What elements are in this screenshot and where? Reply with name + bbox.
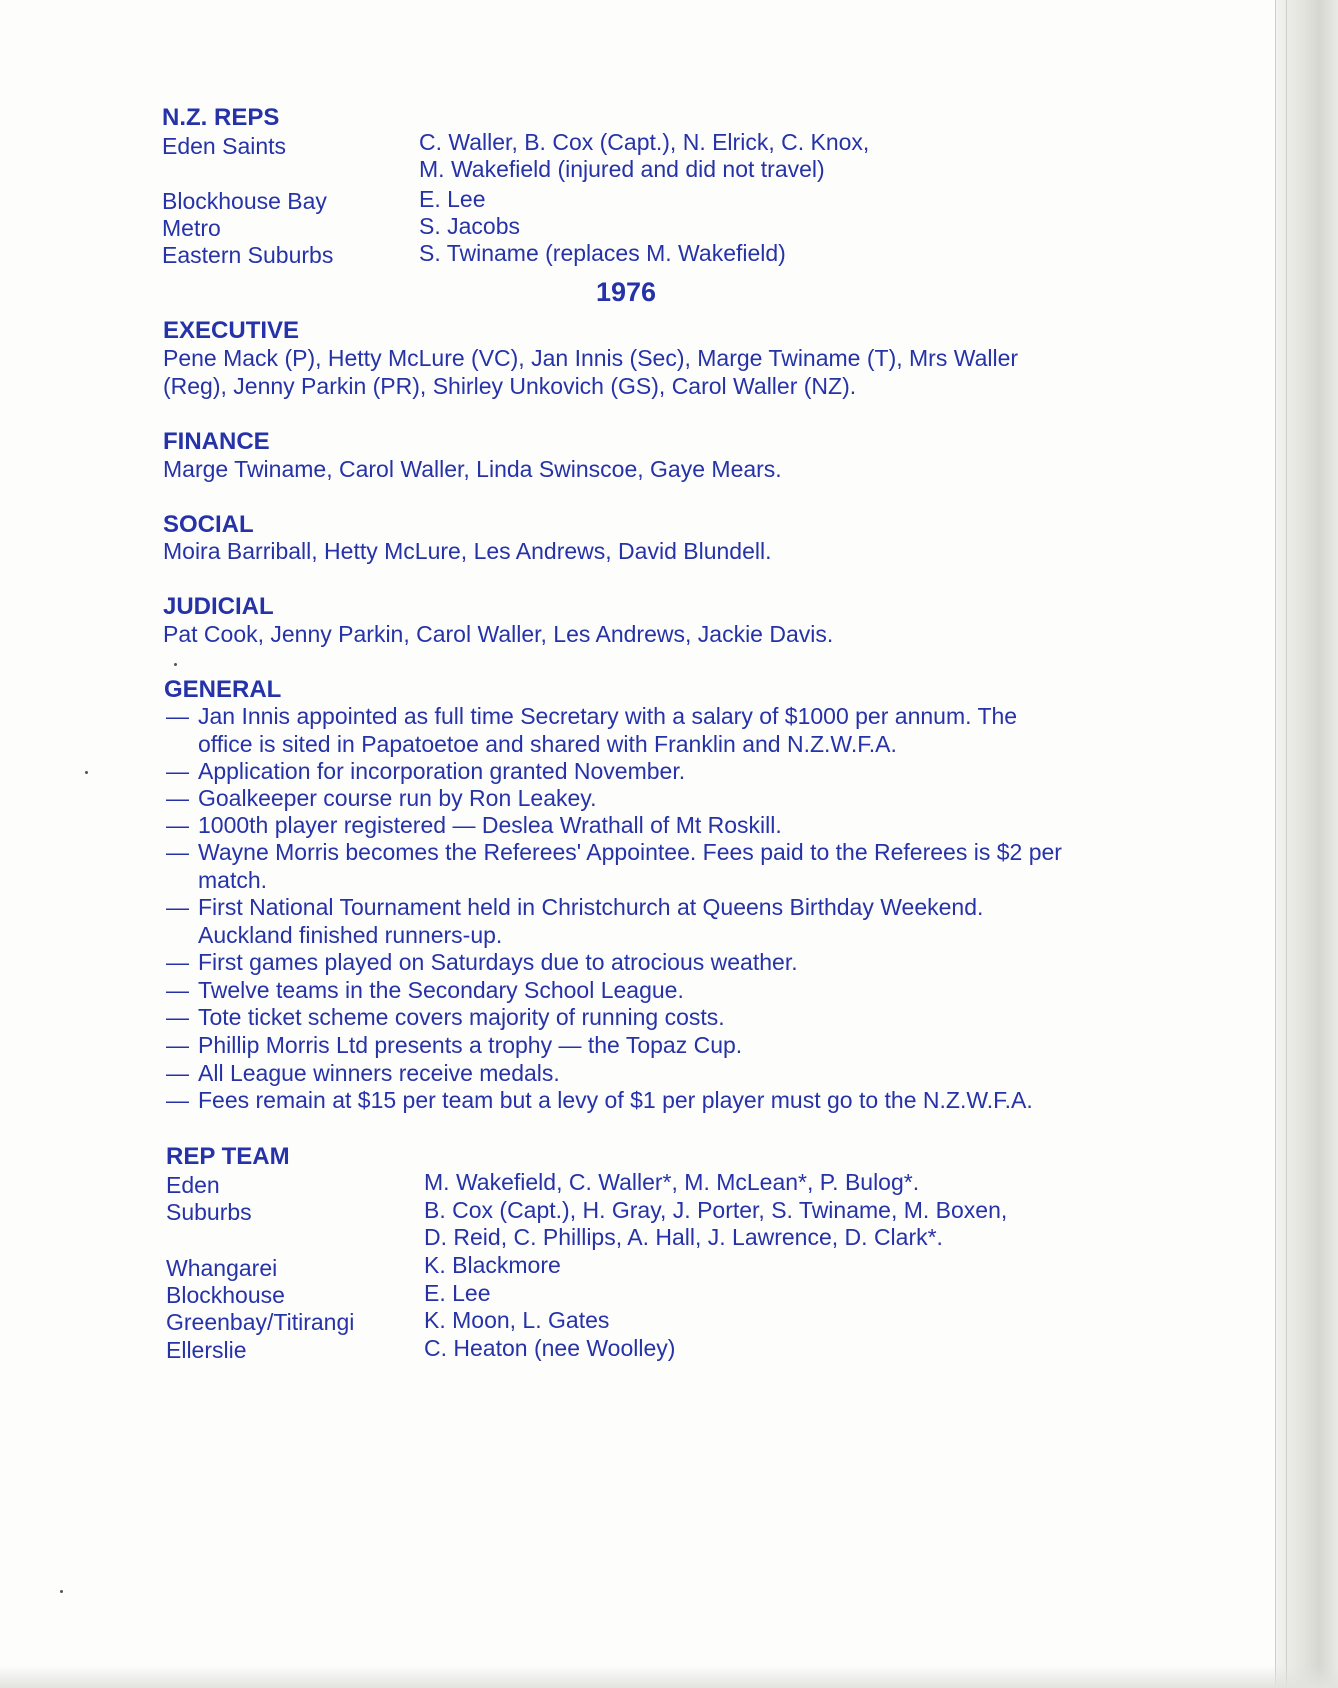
judicial-heading: JUDICIAL <box>163 593 274 620</box>
scan-speck <box>60 1590 63 1593</box>
general-item-text: All League winners receive medals. <box>198 1060 560 1086</box>
bullet-dash: — <box>166 1032 189 1058</box>
general-item-text: Auckland finished runners-up. <box>198 922 503 948</box>
rep-team-players: K. Blackmore <box>424 1252 561 1278</box>
rep-team-club: Ellerslie <box>166 1337 247 1363</box>
nz-reps-players: C. Waller, B. Cox (Capt.), N. Elrick, C. Knox, <box>419 129 870 155</box>
rep-team-players: E. Lee <box>424 1280 491 1306</box>
rep-team-players: B. Cox (Capt.), H. Gray, J. Porter, S. Twiname, M. Boxen, <box>424 1197 1008 1223</box>
judicial-text: Pat Cook, Jenny Parkin, Carol Waller, Les Andrews, Jackie Davis. <box>163 621 834 647</box>
bullet-dash: — <box>166 703 189 729</box>
bullet-dash: — <box>166 839 189 865</box>
general-item-text: 1000th player registered — Deslea Wrathall of Mt Roskill. <box>198 812 782 838</box>
general-item-text: office is sited in Papatoetoe and shared with Franklin and N.Z.W.F.A. <box>198 731 897 757</box>
finance-heading: FINANCE <box>163 428 270 455</box>
nz-reps-club: Blockhouse Bay <box>162 188 327 214</box>
bullet-dash: — <box>166 785 189 811</box>
rep-team-players: K. Moon, L. Gates <box>424 1307 610 1333</box>
general-item-text: Wayne Morris becomes the Referees' Appointee. Fees paid to the Referees is $2 per <box>198 839 1062 865</box>
bullet-dash: — <box>166 949 189 975</box>
nz-reps-players: S. Jacobs <box>419 213 520 239</box>
executive-line: (Reg), Jenny Parkin (PR), Shirley Unkovich (GS), Carol Waller (NZ). <box>163 373 857 399</box>
general-item-text: Application for incorporation granted November. <box>198 758 686 784</box>
general-item-text: Phillip Morris Ltd presents a trophy — the Topaz Cup. <box>198 1032 743 1058</box>
rep-team-club: Suburbs <box>166 1199 252 1225</box>
scan-speck <box>174 663 177 666</box>
nz-reps-players: E. Lee <box>419 186 486 212</box>
rep-team-club: Blockhouse <box>166 1282 285 1308</box>
general-item-text: match. <box>198 867 268 893</box>
nz-reps-club: Metro <box>162 215 221 241</box>
rep-team-club: Whangarei <box>166 1255 278 1281</box>
bullet-dash: — <box>166 1060 189 1086</box>
general-item-text: Tote ticket scheme covers majority of running costs. <box>198 1004 725 1030</box>
bullet-dash: — <box>166 894 189 920</box>
finance-text: Marge Twiname, Carol Waller, Linda Swinscoe, Gaye Mears. <box>163 456 782 482</box>
executive-heading: EXECUTIVE <box>163 317 300 344</box>
social-heading: SOCIAL <box>163 511 254 538</box>
bullet-dash: — <box>166 812 189 838</box>
year-heading: 1976 <box>596 277 657 307</box>
nz-reps-club: Eastern Suburbs <box>162 242 334 268</box>
bullet-dash: — <box>166 977 189 1003</box>
nz-reps-club: Eden Saints <box>162 133 287 159</box>
bullet-dash: — <box>166 758 189 784</box>
general-item-text: Twelve teams in the Secondary School League. <box>198 977 684 1003</box>
rep-team-players: M. Wakefield, C. Waller*, M. McLean*, P. Bulog*. <box>424 1169 920 1195</box>
general-item-text: Fees remain at $15 per team but a levy of $1 per player must go to the N.Z.W.F.A. <box>198 1087 1033 1113</box>
executive-line: Pene Mack (P), Hetty McLure (VC), Jan Innis (Sec), Marge Twiname (T), Mrs Waller <box>163 345 1019 371</box>
general-item-text: Goalkeeper course run by Ron Leakey. <box>198 785 597 811</box>
general-item-text: Jan Innis appointed as full time Secretary with a salary of $1000 per annum. The <box>198 703 1018 729</box>
rep-team-heading: REP TEAM <box>166 1143 290 1170</box>
general-item-text: First National Tournament held in Christchurch at Queens Birthday Weekend. <box>198 894 984 920</box>
nz-reps-players: S. Twiname (replaces M. Wakefield) <box>419 240 786 266</box>
nz-reps-heading: N.Z. REPS <box>162 104 280 131</box>
social-text: Moira Barriball, Hetty McLure, Les Andrews, David Blundell. <box>163 538 772 564</box>
rep-team-club: Greenbay/Titirangi <box>166 1309 355 1335</box>
nz-reps-players: M. Wakefield (injured and did not travel) <box>419 156 825 182</box>
rep-team-players: C. Heaton (nee Woolley) <box>424 1335 676 1361</box>
rep-team-club: Eden <box>166 1172 220 1198</box>
bullet-dash: — <box>166 1004 189 1030</box>
bullet-dash: — <box>166 1087 189 1113</box>
general-heading: GENERAL <box>164 676 282 703</box>
rep-team-players: D. Reid, C. Phillips, A. Hall, J. Lawrence, D. Clark*. <box>424 1224 943 1250</box>
general-item-text: First games played on Saturdays due to atrocious weather. <box>198 949 798 975</box>
scan-speck <box>85 771 88 774</box>
